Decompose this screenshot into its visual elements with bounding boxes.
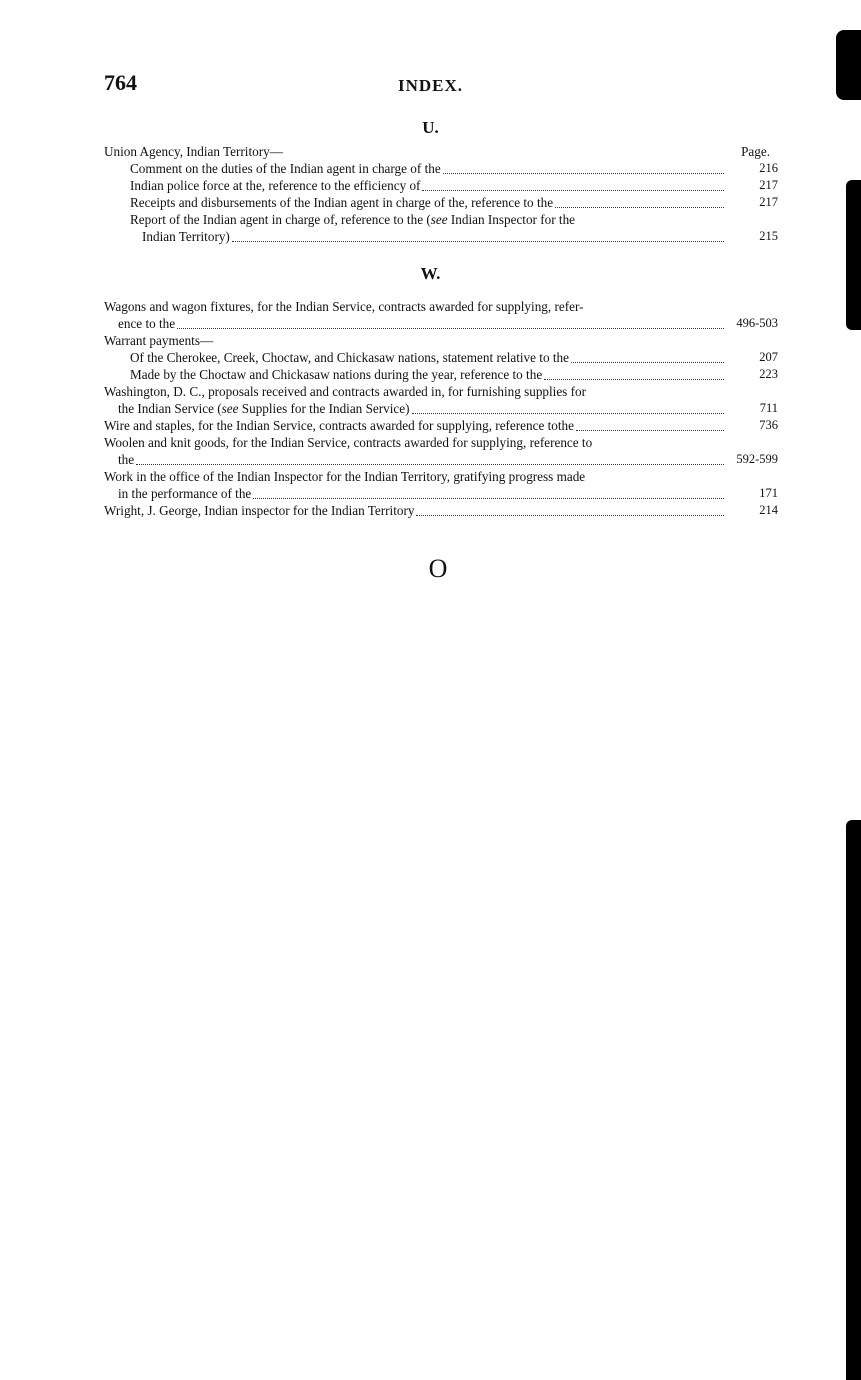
leader-dots bbox=[253, 498, 724, 499]
index-entry bbox=[104, 160, 778, 177]
union-agency-heading-row bbox=[104, 143, 778, 160]
scan-edge-upper bbox=[846, 180, 861, 330]
leader-dots bbox=[555, 207, 724, 208]
washington-text-b: Supplies for the Indian Service) bbox=[238, 401, 410, 416]
entry-text: Indian Territory) bbox=[142, 229, 230, 244]
index-entry bbox=[104, 228, 778, 245]
index-entry bbox=[104, 417, 778, 434]
entry-page: 592-599 bbox=[736, 452, 778, 466]
entry-page: 214 bbox=[759, 503, 778, 517]
entry-text: Receipts and disbursements of the Indian agent in charge of the, reference to the bbox=[130, 195, 554, 210]
leader-dots bbox=[412, 413, 724, 414]
leader-dots bbox=[416, 515, 724, 516]
entry-page: 171 bbox=[759, 486, 778, 500]
report-text-a: Report of the Indian agent in charge of, reference to the ( bbox=[130, 212, 431, 227]
index-entry bbox=[104, 451, 778, 468]
entry-page: 223 bbox=[759, 367, 778, 381]
page-number: 764 bbox=[104, 70, 137, 95]
entry-text: ence to the bbox=[118, 316, 176, 331]
index-entry bbox=[104, 177, 778, 194]
leader-dots bbox=[177, 328, 724, 329]
index-entry bbox=[104, 485, 778, 502]
index-entry bbox=[104, 349, 778, 366]
entry-text: Indian police force at the, reference to the efficiency of bbox=[130, 178, 421, 193]
wagons-line1: Wagons and wagon fixtures, for the Indian Service, contracts awarded for supplying, refer- bbox=[104, 299, 584, 314]
leader-dots bbox=[576, 430, 724, 431]
entry-page: 496-503 bbox=[736, 316, 778, 330]
see-reference: see bbox=[430, 212, 448, 227]
warrant-heading: Warrant payments— bbox=[104, 333, 214, 348]
index-entry bbox=[104, 194, 778, 211]
entry-page: 736 bbox=[759, 418, 778, 432]
entry-text: Of the Cherokee, Creek, Choctaw, and Chickasaw nations, statement relative to the bbox=[130, 350, 569, 365]
entry-page: 216 bbox=[759, 161, 778, 175]
leader-dots bbox=[544, 379, 724, 380]
entry-page: 207 bbox=[759, 350, 778, 364]
entry-text: the bbox=[118, 452, 135, 467]
entry-text bbox=[118, 400, 410, 417]
index-entry bbox=[104, 502, 778, 519]
report-text-b: Indian Inspector for the bbox=[447, 212, 576, 227]
scan-edge-top bbox=[836, 30, 861, 100]
section-letter-w: W. bbox=[420, 264, 441, 283]
page-column-label: Page. bbox=[741, 144, 770, 159]
entry-page: 217 bbox=[759, 178, 778, 192]
work-line1: Work in the office of the Indian Inspector for the Indian Territory, gratifying progress made bbox=[104, 469, 586, 484]
washington-line1: Washington, D. C., proposals received and contracts awarded in, for furnishing supplies for bbox=[104, 384, 586, 399]
entry-text: Made by the Choctaw and Chickasaw nations during the year, reference to the bbox=[130, 367, 543, 382]
leader-dots bbox=[571, 362, 724, 363]
end-mark: O bbox=[428, 554, 448, 583]
index-entry bbox=[104, 400, 778, 417]
section-u-entries bbox=[104, 143, 778, 245]
index-entry bbox=[104, 315, 778, 332]
entry-text: Wire and staples, for the Indian Service, contracts awarded for supplying, reference tothe bbox=[104, 418, 574, 433]
section-w-entries bbox=[104, 298, 778, 519]
entry-page: 215 bbox=[759, 229, 778, 243]
leader-dots bbox=[136, 464, 724, 465]
leader-dots bbox=[422, 190, 724, 191]
entry-text: Comment on the duties of the Indian agent in charge of the bbox=[130, 161, 441, 176]
entry-text: in the performance of the bbox=[118, 486, 252, 501]
entry-text: Wright, J. George, Indian inspector for the Indian Territory bbox=[104, 503, 415, 518]
scan-edge-lower bbox=[846, 820, 861, 1380]
leader-dots bbox=[232, 241, 724, 242]
leader-dots bbox=[443, 173, 724, 174]
entry-page: 711 bbox=[759, 401, 778, 415]
report-entry-line1 bbox=[104, 211, 778, 228]
washington-text-a: the Indian Service ( bbox=[118, 401, 222, 416]
union-agency-heading: Union Agency, Indian Territory— bbox=[104, 144, 283, 159]
index-entry bbox=[104, 366, 778, 383]
section-letter-u: U. bbox=[422, 118, 439, 137]
woolen-line1: Woolen and knit goods, for the Indian Service, contracts awarded for supplying, reference to bbox=[104, 435, 593, 450]
page-title: INDEX. bbox=[397, 76, 464, 95]
entry-page: 217 bbox=[759, 195, 778, 209]
see-reference: see bbox=[221, 401, 239, 416]
